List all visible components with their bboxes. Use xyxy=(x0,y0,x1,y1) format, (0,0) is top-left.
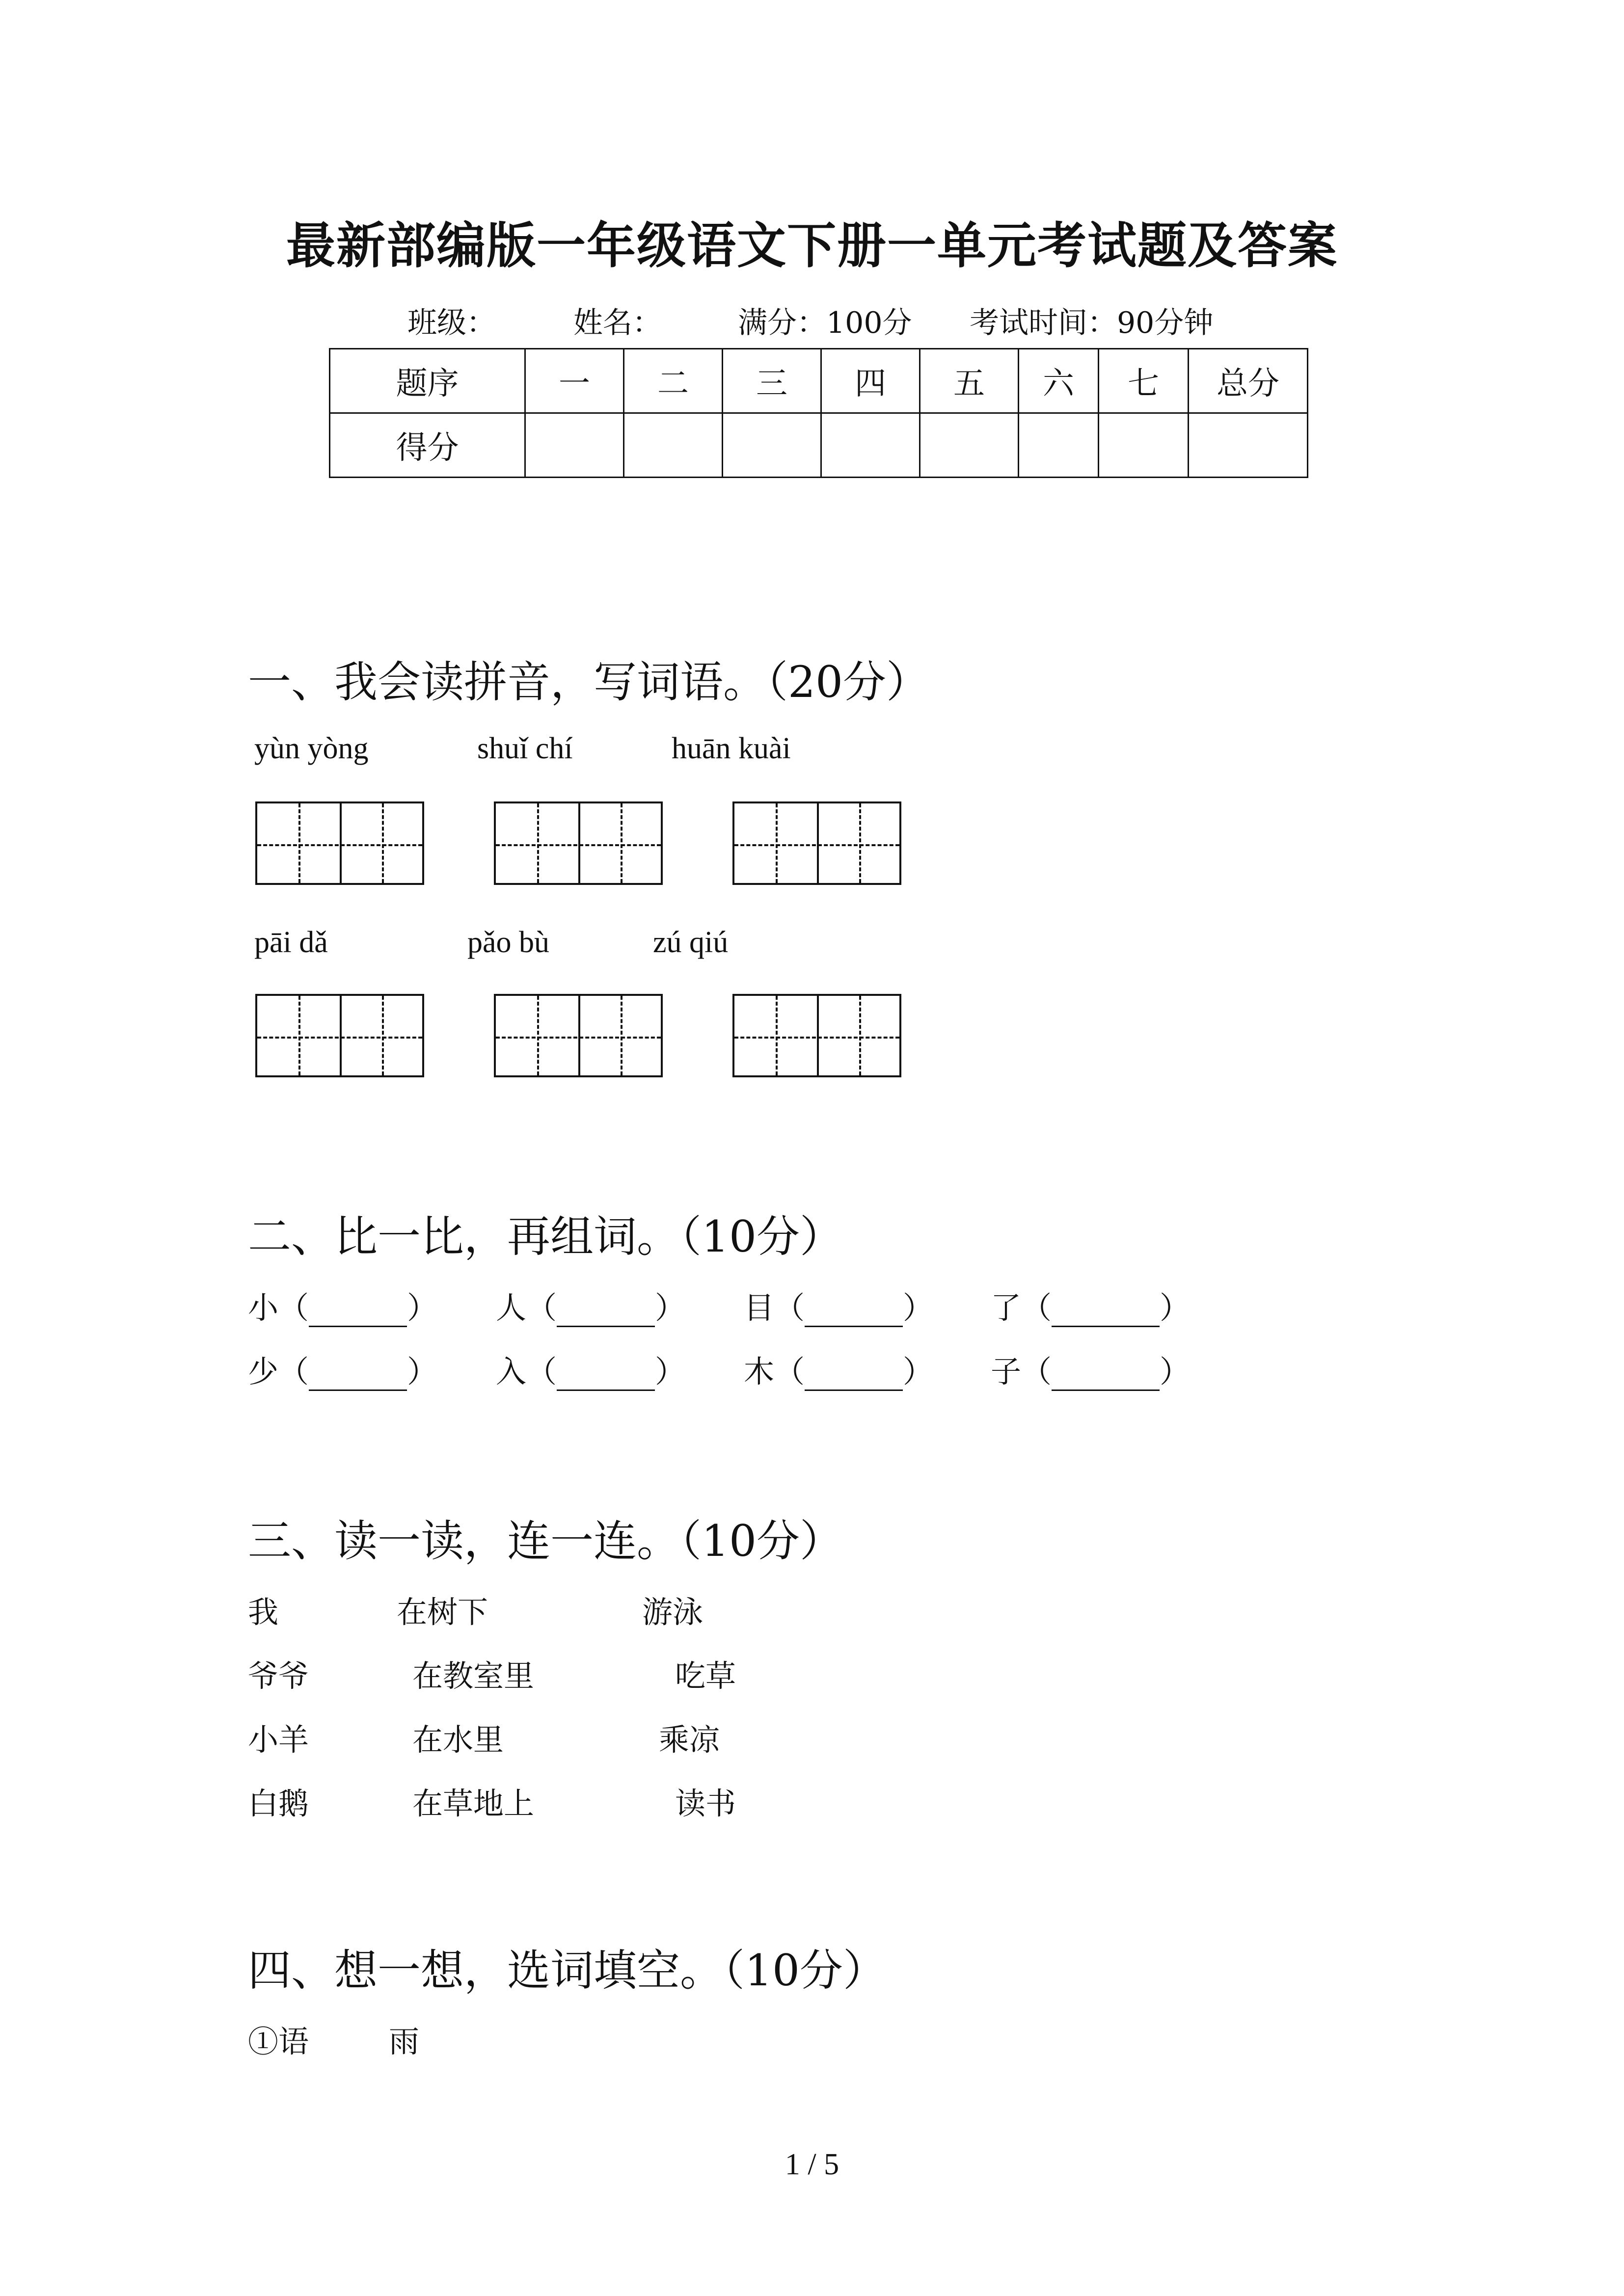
match-place[interactable]: 在树下 xyxy=(397,1594,488,1630)
score-cell[interactable] xyxy=(920,413,1019,478)
answer-blank[interactable] xyxy=(1052,1362,1160,1391)
paren-close: ） xyxy=(407,1354,438,1389)
match-action[interactable]: 吃草 xyxy=(675,1658,736,1694)
table-header-cell: 四 xyxy=(821,349,920,413)
section4-heading: 四、想一想，选词填空。（10分） xyxy=(248,1945,886,1996)
character: 子 xyxy=(991,1354,1022,1389)
score-cell[interactable] xyxy=(1019,413,1099,478)
table-header-cell: 题序 xyxy=(330,349,525,413)
score-cell[interactable] xyxy=(723,413,821,478)
name-label: 姓名： xyxy=(573,306,662,340)
answer-blank[interactable] xyxy=(309,1362,407,1391)
pinyin-label: yùn yòng xyxy=(254,732,369,765)
character: 入 xyxy=(496,1354,527,1389)
paren-open: （ xyxy=(278,1354,309,1389)
word-item xyxy=(496,1283,685,1327)
page-title: 最新部编版一年级语文下册一单元考试题及答案 xyxy=(286,216,1338,274)
table-header-cell: 一 xyxy=(525,349,624,413)
character: 木 xyxy=(744,1354,775,1389)
paren-close: ） xyxy=(655,1290,686,1326)
character: 人 xyxy=(496,1290,527,1326)
paren-close: ） xyxy=(903,1290,934,1326)
score-cell[interactable] xyxy=(1189,413,1308,478)
table-header-cell: 五 xyxy=(920,349,1019,413)
paren-open: （ xyxy=(774,1290,805,1326)
match-place[interactable]: 在教室里 xyxy=(412,1658,535,1694)
match-action[interactable]: 游泳 xyxy=(642,1594,704,1630)
answer-blank[interactable] xyxy=(557,1298,655,1327)
match-subject[interactable]: 我 xyxy=(248,1594,279,1630)
score-cell[interactable] xyxy=(525,413,624,478)
character: 了 xyxy=(991,1290,1022,1326)
word-item xyxy=(744,1283,933,1327)
full-score: 满分：100分 xyxy=(738,306,912,340)
writing-grid[interactable] xyxy=(494,994,663,1077)
match-subject[interactable]: 爷爷 xyxy=(248,1658,309,1694)
score-table-header-row xyxy=(330,349,1308,413)
character: 小 xyxy=(248,1290,279,1326)
answer-blank[interactable] xyxy=(557,1362,655,1391)
pinyin-label: shuǐ chí xyxy=(477,732,573,765)
match-subject[interactable]: 白鹅 xyxy=(248,1786,309,1821)
table-header-cell: 六 xyxy=(1019,349,1099,413)
question-item-word: 雨 xyxy=(389,2024,420,2059)
section3-heading: 三、读一读，连一连。（10分） xyxy=(248,1516,843,1566)
writing-grid[interactable] xyxy=(732,994,901,1077)
word-item xyxy=(496,1347,685,1391)
paren-open: （ xyxy=(1021,1354,1052,1389)
paren-close: ） xyxy=(407,1290,438,1326)
writing-grid[interactable] xyxy=(255,801,424,885)
match-subject[interactable]: 小羊 xyxy=(248,1722,309,1758)
character: 目 xyxy=(744,1290,775,1326)
exam-time: 考试时间：90分钟 xyxy=(970,306,1214,340)
word-item xyxy=(991,1283,1190,1327)
section1-heading: 一、我会读拼音，写词语。（20分） xyxy=(248,657,929,707)
question-item-number: ①语 xyxy=(248,2024,309,2059)
answer-blank[interactable] xyxy=(309,1298,407,1327)
pinyin-label: pǎo bù xyxy=(467,926,550,959)
score-table-score-row xyxy=(330,413,1308,478)
score-cell[interactable] xyxy=(821,413,920,478)
match-place[interactable]: 在水里 xyxy=(412,1722,504,1758)
writing-grid[interactable] xyxy=(732,801,901,885)
match-place[interactable]: 在草地上 xyxy=(412,1786,535,1821)
paren-close: ） xyxy=(1160,1354,1191,1389)
match-action[interactable]: 读书 xyxy=(675,1786,736,1821)
class-label: 班级： xyxy=(407,306,496,340)
paren-open: （ xyxy=(526,1290,557,1326)
answer-blank[interactable] xyxy=(805,1298,903,1327)
paren-open: （ xyxy=(278,1290,309,1326)
table-header-cell: 二 xyxy=(624,349,723,413)
section2-heading: 二、比一比，再组词。（10分） xyxy=(248,1211,843,1262)
paren-open: （ xyxy=(526,1354,557,1389)
word-item xyxy=(248,1347,437,1391)
paren-close: ） xyxy=(1160,1290,1191,1326)
page-number: 1 / 5 xyxy=(785,2148,839,2181)
table-header-cell: 七 xyxy=(1099,349,1189,413)
pinyin-label: huān kuài xyxy=(672,732,791,765)
score-cell[interactable] xyxy=(624,413,723,478)
paren-open: （ xyxy=(774,1354,805,1389)
answer-blank[interactable] xyxy=(805,1362,903,1391)
writing-grid[interactable] xyxy=(494,801,663,885)
paren-close: ） xyxy=(655,1354,686,1389)
paren-close: ） xyxy=(903,1354,934,1389)
paren-open: （ xyxy=(1021,1290,1052,1326)
table-header-cell: 总分 xyxy=(1189,349,1308,413)
pinyin-label: zú qiú xyxy=(653,926,729,959)
answer-blank[interactable] xyxy=(1052,1298,1160,1327)
word-item xyxy=(991,1347,1190,1391)
match-action[interactable]: 乘凉 xyxy=(659,1722,720,1758)
table-header-cell: 三 xyxy=(723,349,821,413)
score-cell[interactable] xyxy=(1099,413,1189,478)
writing-grid[interactable] xyxy=(255,994,424,1077)
score-table xyxy=(329,348,1308,478)
character: 少 xyxy=(248,1354,279,1389)
pinyin-label: pāi dǎ xyxy=(254,926,328,959)
score-row-label: 得分 xyxy=(330,413,525,478)
word-item xyxy=(744,1347,933,1391)
word-item xyxy=(248,1283,437,1327)
